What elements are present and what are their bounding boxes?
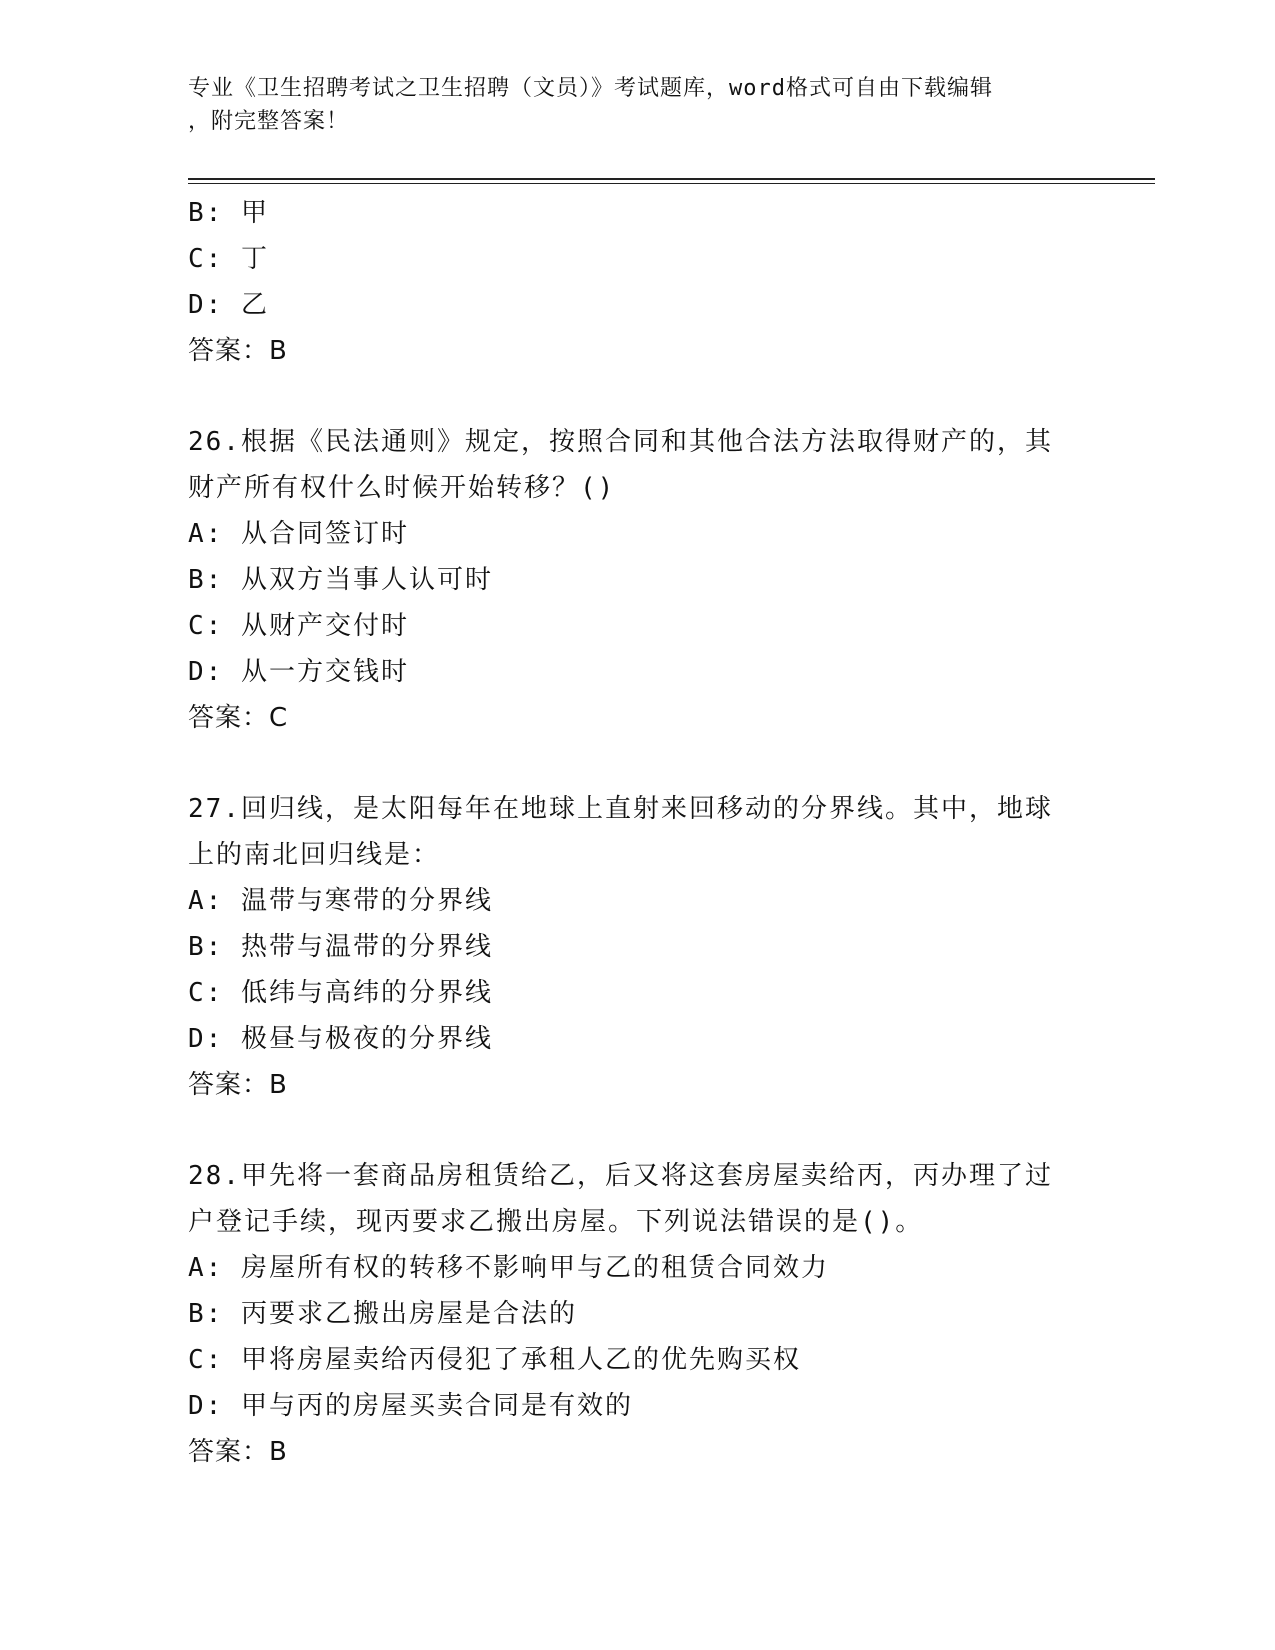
answer: 答案：C xyxy=(188,703,289,733)
option-a: A: 温带与寒带的分界线 xyxy=(188,886,493,916)
question-text-line-1: 28.甲先将一套商品房租赁给乙，后又将这套房屋卖给丙，丙办理了过 xyxy=(188,1161,1053,1191)
question-text-line-2: 户登记手续，现丙要求乙搬出房屋。下列说法错误的是()。 xyxy=(188,1207,924,1237)
option-c: C: 甲将房屋卖给丙侵犯了承租人乙的优先购买权 xyxy=(188,1345,801,1375)
question-26 xyxy=(188,419,1088,741)
option-d: D: 从一方交钱时 xyxy=(188,657,409,687)
header-divider-thick xyxy=(188,178,1155,180)
option-b: B: 丙要求乙搬出房屋是合法的 xyxy=(188,1299,577,1329)
option-a: A: 从合同签订时 xyxy=(188,519,409,549)
option-c: C: 丁 xyxy=(188,244,269,274)
answer: 答案：B xyxy=(188,1437,288,1467)
question-28 xyxy=(188,1153,1088,1475)
option-b: B: 热带与温带的分界线 xyxy=(188,932,493,962)
question-text-line-2: 财产所有权什么时候开始转移？() xyxy=(188,473,616,503)
header-line-2: ，附完整答案！ xyxy=(188,109,350,134)
answer: 答案：B xyxy=(188,1070,288,1100)
option-d: D: 甲与丙的房屋买卖合同是有效的 xyxy=(188,1391,633,1421)
option-c: C: 低纬与高纬的分界线 xyxy=(188,978,493,1008)
option-a: A: 房屋所有权的转移不影响甲与乙的租赁合同效力 xyxy=(188,1253,829,1283)
question-content xyxy=(188,190,1088,1475)
previous-question-tail xyxy=(188,190,1088,374)
option-d: D: 极昼与极夜的分界线 xyxy=(188,1024,493,1054)
question-27 xyxy=(188,786,1088,1108)
question-text-line-1: 27.回归线，是太阳每年在地球上直射来回移动的分界线。其中，地球 xyxy=(188,794,1053,824)
question-text-line-1: 26.根据《民法通则》规定，按照合同和其他合法方法取得财产的，其 xyxy=(188,427,1053,457)
option-b: B: 甲 xyxy=(188,198,269,228)
question-text-line-2: 上的南北回归线是： xyxy=(188,840,441,870)
answer: 答案：B xyxy=(188,336,288,366)
option-b: B: 从双方当事人认可时 xyxy=(188,565,493,595)
header-line-1: 专业《卫生招聘考试之卫生招聘（文员）》考试题库，word格式可自由下载编辑 xyxy=(188,76,993,101)
option-c: C: 从财产交付时 xyxy=(188,611,409,641)
document-header xyxy=(188,72,1068,138)
header-divider-thin xyxy=(188,183,1155,184)
option-d: D: 乙 xyxy=(188,290,269,320)
